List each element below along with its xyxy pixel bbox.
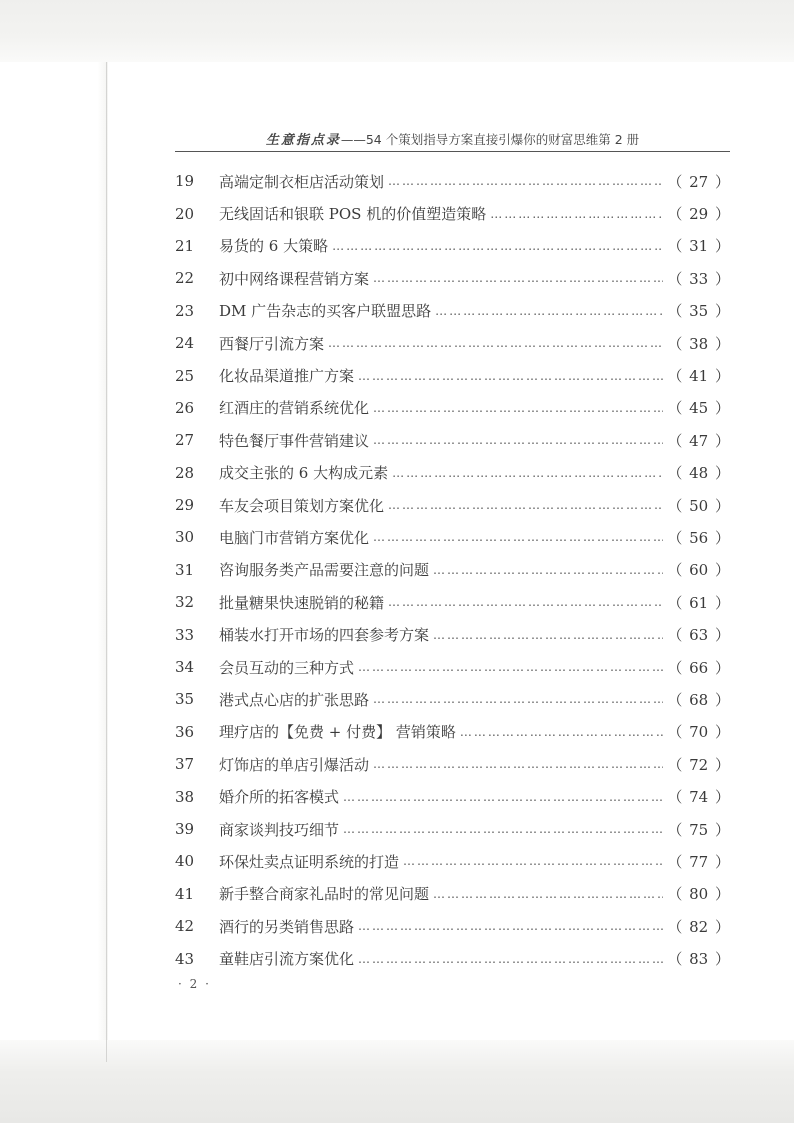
toc-dot-leader: [373, 433, 663, 447]
toc-entry-number: 39: [175, 820, 195, 838]
toc-entry-page: （ 66 ）: [667, 658, 730, 677]
toc-entry-page: （ 35 ）: [667, 302, 730, 321]
toc-entry: [175, 618, 730, 650]
toc-entry-number: 23: [175, 301, 195, 320]
toc-entry-page: （ 68 ）: [667, 690, 730, 709]
toc-entry-title: 新手整合商家礼品时的常见问题: [219, 885, 430, 904]
toc-entry: [175, 878, 730, 910]
scan-margin-bottom: [0, 1040, 794, 1123]
toc-dot-leader: [433, 628, 663, 642]
toc-entry-number: 27: [175, 431, 195, 450]
table-of-contents: [175, 165, 730, 975]
toc-entry-title: 初中网络课程营销方案: [219, 269, 370, 288]
toc-entry: [175, 942, 730, 974]
toc-entry-page: （ 80 ）: [667, 885, 730, 904]
toc-entry-number: 41: [175, 884, 195, 903]
toc-entry: [175, 845, 730, 877]
toc-entry-page: （ 27 ）: [667, 172, 730, 191]
toc-entry-title: 电脑门市营销方案优化: [219, 528, 370, 547]
toc-entry-page: （ 56 ）: [667, 528, 730, 547]
page-number: · 2 ·: [178, 977, 211, 991]
toc-entry-page: （ 31 ）: [667, 237, 730, 256]
scan-shadow-left: [0, 0, 108, 1123]
toc-entry-number: 29: [175, 496, 195, 515]
toc-entry-page: （ 29 ）: [667, 205, 730, 224]
toc-entry-page: （ 33 ）: [667, 269, 730, 288]
toc-dot-leader: [373, 401, 663, 415]
toc-entry-page: （ 41 ）: [667, 367, 730, 386]
toc-entry-page: （ 50 ）: [667, 496, 730, 515]
toc-entry-number: 19: [175, 172, 195, 191]
toc-dot-leader: [373, 530, 663, 544]
toc-entry: [175, 489, 730, 521]
toc-entry: [175, 295, 730, 327]
toc-entry-title: 批量糖果快速脱销的秘籍: [219, 593, 385, 612]
toc-entry: [175, 586, 730, 618]
toc-entry-page: （ 63 ）: [667, 626, 730, 645]
toc-entry-number: 26: [175, 398, 195, 417]
toc-entry-number: 35: [175, 690, 195, 709]
toc-entry-page: （ 72 ）: [667, 755, 730, 774]
toc-dot-leader: [358, 919, 663, 933]
toc-entry: [175, 910, 730, 942]
toc-entry-number: 37: [175, 755, 195, 774]
toc-entry-number: 38: [175, 787, 195, 806]
toc-dot-leader: [460, 725, 664, 739]
toc-dot-leader: [343, 822, 663, 836]
toc-entry-page: （ 48 ）: [667, 464, 730, 483]
toc-entry-page: （ 83 ）: [667, 950, 730, 969]
toc-dot-leader: [343, 790, 663, 804]
toc-entry-number: 25: [175, 366, 195, 385]
toc-dot-leader: [358, 660, 663, 674]
book-title: 生意指点录: [265, 133, 341, 148]
toc-entry-title: 成交主张的 6 大构成元素: [219, 464, 389, 483]
toc-entry-page: （ 60 ）: [667, 561, 730, 580]
toc-entry: [175, 262, 730, 294]
toc-dot-leader: [332, 239, 663, 253]
toc-entry-page: （ 74 ）: [667, 788, 730, 807]
toc-entry-title: DM 广告杂志的买客户联盟思路: [219, 302, 432, 321]
running-head-subtitle: 54 个策划指导方案直接引爆你的财富思维第 2 册: [365, 132, 640, 147]
toc-entry-page: （ 75 ）: [667, 820, 730, 839]
toc-entry-page: （ 70 ）: [667, 723, 730, 742]
toc-dot-leader: [373, 757, 663, 771]
toc-entry-number: 32: [175, 593, 195, 612]
toc-entry-title: 婚介所的拓客模式: [219, 788, 340, 807]
toc-entry-page: （ 61 ）: [667, 593, 730, 612]
toc-entry-title: 环保灶卖点证明系统的打造: [219, 852, 400, 871]
toc-entry-number: 20: [175, 204, 195, 223]
toc-entry: [175, 230, 730, 262]
toc-entry-title: 咨询服务类产品需要注意的问题: [219, 561, 430, 580]
toc-entry-number: 24: [175, 334, 195, 353]
toc-entry-title: 化妆品渠道推广方案: [219, 367, 355, 386]
toc-entry-title: 商家谈判技巧细节: [219, 820, 340, 839]
toc-entry-number: 22: [175, 269, 195, 288]
toc-entry-title: 易货的 6 大策略: [219, 237, 329, 256]
toc-entry-number: 30: [175, 528, 195, 547]
toc-entry-page: （ 82 ）: [667, 917, 730, 936]
toc-entry: [175, 392, 730, 424]
toc-entry: [175, 457, 730, 489]
toc-dot-leader: [388, 498, 663, 512]
toc-dot-leader: [388, 595, 663, 609]
toc-entry-title: 红酒庄的营销系统优化: [219, 399, 370, 418]
toc-entry-number: 34: [175, 658, 195, 677]
toc-entry: [175, 554, 730, 586]
toc-entry: [175, 651, 730, 683]
toc-dot-leader: [373, 271, 663, 285]
page-edge: [106, 62, 107, 1062]
toc-entry-title: 特色餐厅事件营销建议: [219, 431, 370, 450]
toc-entry: [175, 780, 730, 812]
toc-entry-number: 28: [175, 463, 195, 482]
toc-dot-leader: [328, 336, 663, 350]
toc-entry-page: （ 45 ）: [667, 399, 730, 418]
toc-dot-leader: [388, 174, 663, 188]
toc-entry: [175, 813, 730, 845]
toc-entry-page: （ 47 ）: [667, 431, 730, 450]
toc-entry-number: 43: [175, 949, 195, 968]
toc-dot-leader: [403, 854, 663, 868]
toc-entry-number: 36: [175, 722, 195, 741]
toc-dot-leader: [490, 207, 663, 221]
toc-entry: [175, 716, 730, 748]
toc-entry: [175, 327, 730, 359]
toc-entry-number: 33: [175, 625, 195, 644]
toc-entry-title: 高端定制衣柜店活动策划: [219, 172, 385, 191]
toc-dot-leader: [358, 952, 663, 966]
toc-entry-title: 童鞋店引流方案优化: [219, 950, 355, 969]
toc-dot-leader: [392, 466, 663, 480]
toc-entry: [175, 683, 730, 715]
toc-entry-title: 灯饰店的单店引爆活动: [219, 755, 370, 774]
toc-entry-title: 西餐厅引流方案: [219, 334, 325, 353]
toc-dot-leader: [433, 887, 663, 901]
toc-entry: [175, 165, 730, 197]
toc-entry-number: 42: [175, 917, 195, 936]
toc-entry: [175, 359, 730, 391]
toc-entry-title: 理疗店的【免费 + 付费】 营销策略: [219, 723, 456, 742]
toc-entry-title: 桶装水打开市场的四套参考方案: [219, 626, 430, 645]
header-rule: [175, 151, 730, 152]
toc-entry-number: 40: [175, 852, 195, 871]
toc-entry-number: 31: [175, 560, 195, 579]
toc-entry-title: 无线固话和银联 POS 机的价值塑造策略: [219, 205, 487, 224]
toc-dot-leader: [435, 304, 663, 318]
toc-entry: [175, 197, 730, 229]
toc-entry-number: 21: [175, 236, 195, 255]
toc-entry: [175, 748, 730, 780]
toc-entry-page: （ 77 ）: [667, 852, 730, 871]
scan-margin-top: [0, 0, 794, 62]
toc-entry-title: 车友会项目策划方案优化: [219, 496, 385, 515]
toc-dot-leader: [373, 692, 663, 706]
toc-entry: [175, 424, 730, 456]
toc-entry-title: 港式点心店的扩张思路: [219, 690, 370, 709]
toc-entry-page: （ 38 ）: [667, 334, 730, 353]
toc-entry-title: 会员互动的三种方式: [219, 658, 355, 677]
running-head: [175, 129, 730, 148]
toc-entry: [175, 521, 730, 553]
toc-dot-leader: [358, 369, 663, 383]
toc-dot-leader: [433, 563, 663, 577]
running-head-dash: ——: [340, 132, 366, 147]
toc-entry-title: 酒行的另类销售思路: [219, 917, 355, 936]
